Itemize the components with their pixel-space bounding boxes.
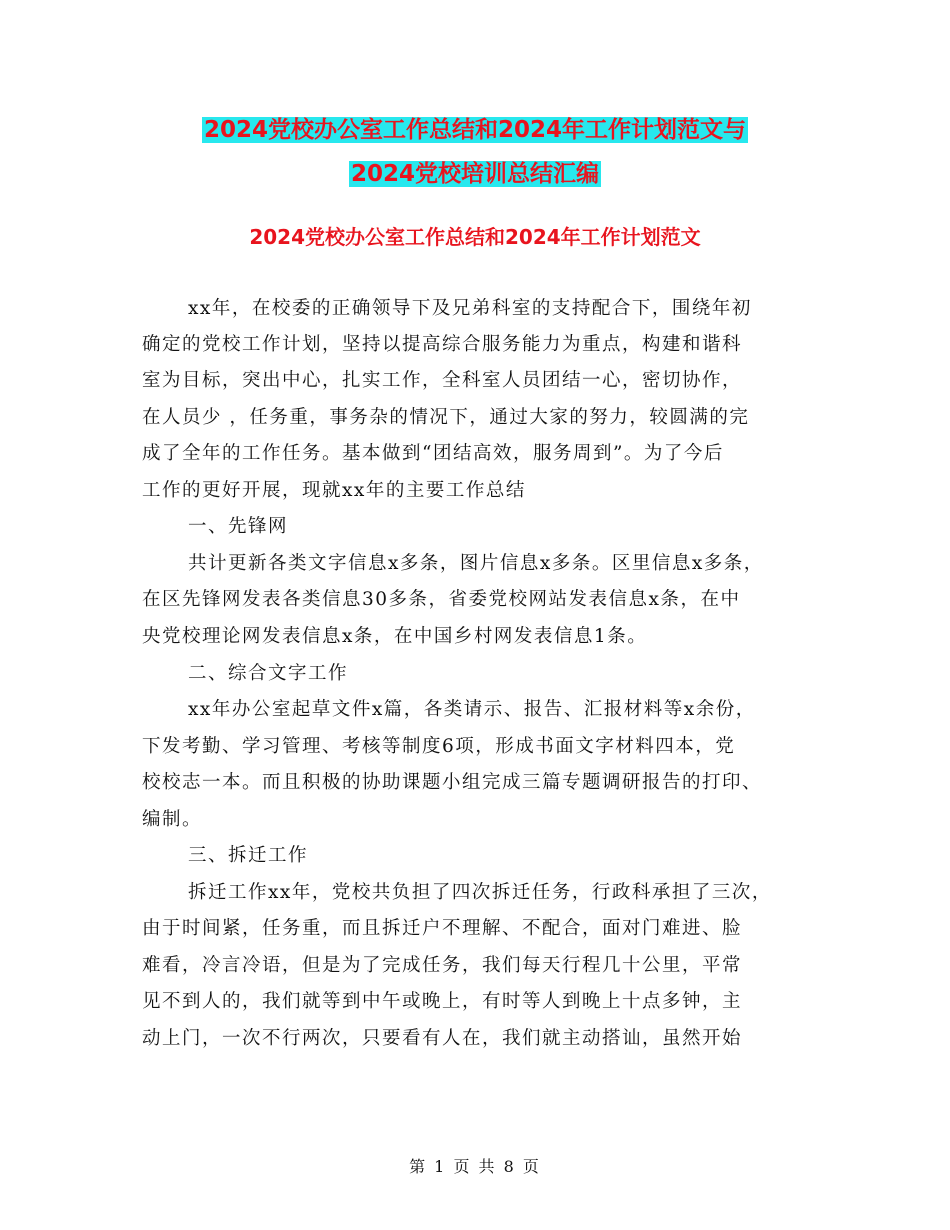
document-title-line-2: 2024党校培训总结汇编 (350, 161, 599, 187)
paragraph-line: xx年办公室起草文件x篇，各类请示、报告、汇报材料等x余份， (188, 699, 756, 720)
heading-zonghe-wenzi: 二、综合文字工作 (188, 663, 349, 684)
paragraph-line: 编制。 (142, 809, 203, 830)
paragraph-line: 共计更新各类文字信息x多条，图片信息x多条。区里信息x多条， (188, 553, 764, 574)
paragraph-line: 在区先锋网发表各类信息30多条，省委党校网站发表信息x条，在中 (142, 589, 741, 610)
paragraph-line: xx年，在校委的正确领导下及兄弟科室的支持配合下，围绕年初 (188, 298, 752, 319)
paragraph-line: 工作的更好开展，现就xx年的主要工作总结 (142, 480, 526, 501)
heading-xianfengwang: 一、先锋网 (188, 516, 289, 537)
paragraph-line: 难看，冷言冷语，但是为了完成任务，我们每天行程几十公里，平常 (142, 955, 743, 976)
paragraph-line: 拆迁工作xx年，党校共负担了四次拆迁任务，行政科承担了三次， (188, 882, 772, 903)
paragraph-line: 由于时间紧，任务重，而且拆迁户不理解、不配合，面对门难进、脸 (142, 918, 743, 939)
paragraph-line: 室为目标，突出中心，扎实工作，全科室人员团结一心，密切协作， (142, 370, 743, 391)
paragraph-line: 校校志一本。而且积极的协助课题小组完成三篇专题调研报告的打印、 (142, 772, 763, 793)
heading-chaiqian: 三、拆迁工作 (188, 845, 309, 866)
page-footer: 第 1 页 共 8 页 (409, 1157, 541, 1176)
paragraph-line: 下发考勤、学习管理、考核等制度6项，形成书面文字材料四本，党 (142, 736, 736, 757)
paragraph-line: 央党校理论网发表信息x条，在中国乡村网发表信息1条。 (142, 626, 648, 647)
section-title: 2024党校办公室工作总结和2024年工作计划范文 (249, 225, 701, 249)
document-title-line-1: 2024党校办公室工作总结和2024年工作计划范文与 (203, 117, 747, 143)
paragraph-line: 在人员少 ，任务重，事务杂的情况下，通过大家的努力，较圆满的完 (142, 407, 750, 428)
paragraph-line: 确定的党校工作计划，坚持以提高综合服务能力为重点，构建和谐科 (142, 334, 743, 355)
paragraph-line: 成了全年的工作任务。基本做到“团结高效，服务周到”。为了今后 (142, 443, 724, 464)
paragraph-line: 见不到人的，我们就等到中午或晚上，有时等人到晚上十点多钟，主 (142, 991, 743, 1012)
paragraph-line: 动上门，一次不行两次，只要看有人在，我们就主动搭讪，虽然开始 (142, 1028, 743, 1049)
